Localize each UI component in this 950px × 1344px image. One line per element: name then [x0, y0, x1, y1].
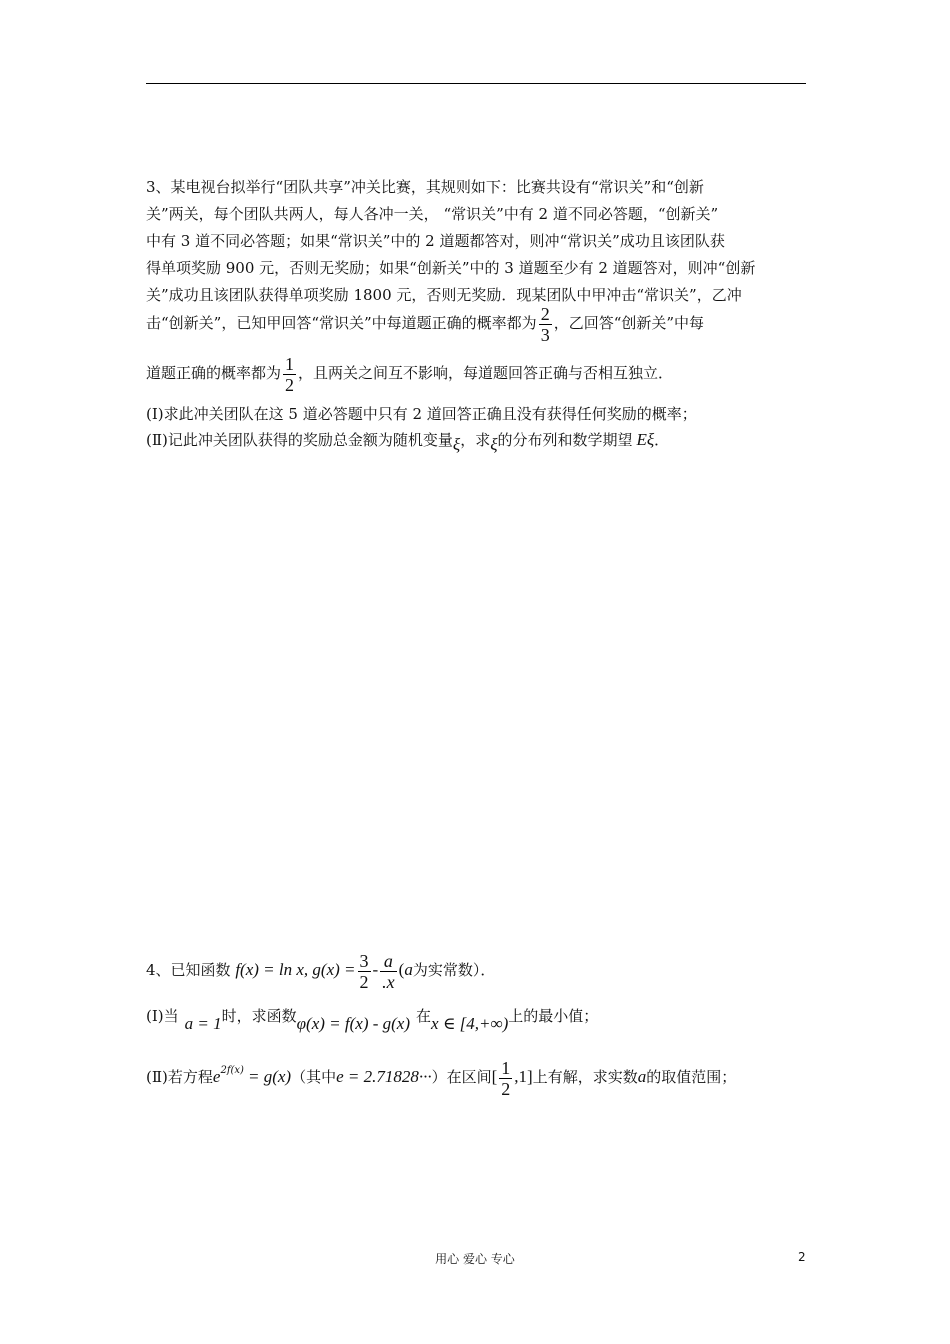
page-number: 2: [798, 1250, 806, 1264]
fraction-three-halves: [358, 951, 371, 992]
condition-a-equals-1: a = 1: [184, 1014, 222, 1033]
p3-line7: [146, 352, 673, 395]
exponent: 2f(x): [220, 1065, 244, 1076]
frac-den: 2: [359, 971, 369, 992]
p3-part2: [146, 430, 669, 455]
variable-a: a: [404, 960, 413, 979]
p4-intro-text-c: 为实常数）．: [412, 961, 496, 979]
interval-left-bracket: [: [491, 1067, 498, 1086]
variable-a: a: [637, 1067, 647, 1086]
p4-part2-text-c: ）在区间: [431, 1068, 492, 1086]
fraction-a-over-x: [380, 951, 397, 992]
xi-symbol: ξ: [490, 435, 498, 454]
frac-num: 1: [501, 1057, 511, 1078]
fraction-one-half: [283, 354, 296, 395]
p4-part2-text-d: 上有解，求实数: [532, 1068, 638, 1086]
frac-den: 2: [501, 1078, 511, 1099]
p4-part1: [146, 1002, 598, 1038]
p3-line6: [146, 302, 704, 345]
equation-rhs: = g(x): [247, 1067, 292, 1086]
p3-part2-text-c: 的分布列和数学期望: [497, 431, 633, 449]
expectation-symbol: Eξ: [636, 430, 655, 449]
footer-text: 用心 爱心 专心: [435, 1252, 515, 1266]
p3-part2-text-d: ．: [654, 431, 670, 449]
p4-intro-text-a: 4、已知函数: [146, 961, 231, 979]
p3-line7-text-a: 道题正确的概率都为: [146, 364, 282, 382]
phi-function: φ(x) = f(x) - g(x): [296, 1014, 411, 1033]
p3-line2: 关”两关，每个团队共两人，每人各冲一关， “常识关”中有 2 道不同必答题，“创新关”: [146, 205, 719, 223]
fraction-two-thirds: [539, 304, 552, 345]
p3-line6-text-b: ，乙回答“创新关”中每: [553, 314, 705, 332]
p4-part1-text-b: 时，求函数: [221, 1007, 297, 1025]
p3-line4: 得单项奖励 900 元，否则无奖励；如果“创新关”中的 3 道题至少有 2 道题答对，则冲“创新: [146, 259, 756, 277]
p3-line5: 关”成功且该团队获得单项奖励 1800 元，否则无奖励．现某团队中甲冲击“常识关”，乙冲: [146, 286, 742, 304]
frac-den: 2: [285, 374, 295, 395]
p4-part2-text-f: 的取值范围；: [646, 1068, 737, 1086]
header-rule: [146, 83, 806, 84]
p4-intro-paren: (: [398, 960, 405, 979]
p4-part2-text-b: （其中: [291, 1068, 337, 1086]
p3-line1: 3、某电视台拟举行“团队共享”冲关比赛，其规则如下：比赛共设有“常识关”和“创新: [146, 178, 704, 196]
frac-den: .x: [382, 971, 395, 992]
fraction-one-half: [499, 1058, 512, 1099]
frac-num: a: [383, 950, 393, 971]
p3-part1: (Ⅰ)求此冲关团队在这 5 道必答题中只有 2 道回答正确且没有获得任何奖励的概率；: [146, 405, 697, 423]
p4-part1-text-c: 在: [416, 1007, 432, 1025]
euler-e: e: [212, 1067, 221, 1086]
e-value: e = 2.71828···: [336, 1067, 432, 1086]
domain-interval: x ∈ [4,+∞): [431, 1014, 509, 1033]
p4-part1-text-a: (Ⅰ)当: [146, 1007, 179, 1025]
frac-num: 3: [359, 950, 369, 971]
p4-part1-text-d: 上的最小值；: [508, 1007, 599, 1025]
function-definition: f(x) = ln x, g(x) =: [235, 960, 356, 979]
frac-num: 1: [285, 353, 295, 374]
p3-line3: 中有 3 道不同必答题；如果“常识关”中的 2 道题都答对，则冲“常识关”成功且该团队获: [146, 232, 725, 250]
p3-line7-text-b: ，且两关之间互不影响，每道题回答正确与否相互独立．: [298, 364, 674, 382]
xi-symbol: ξ: [452, 435, 461, 454]
p3-part2-text-a: (Ⅱ)记此冲关团队获得的奖励总金额为随机变量: [146, 431, 453, 449]
frac-den: 3: [540, 324, 550, 345]
p4-part2: [146, 1050, 736, 1099]
minus-sign: -: [372, 960, 379, 979]
p3-part2-text-b: ，求: [460, 431, 491, 449]
interval-right: ,1]: [514, 1067, 533, 1086]
frac-num: 2: [540, 303, 550, 324]
p4-intro: [146, 949, 495, 992]
p3-line6-text-a: 击“创新关”，已知甲回答“常识关”中每道题正确的概率都为: [146, 314, 537, 332]
p4-part2-text-a: (Ⅱ)若方程: [146, 1068, 213, 1086]
